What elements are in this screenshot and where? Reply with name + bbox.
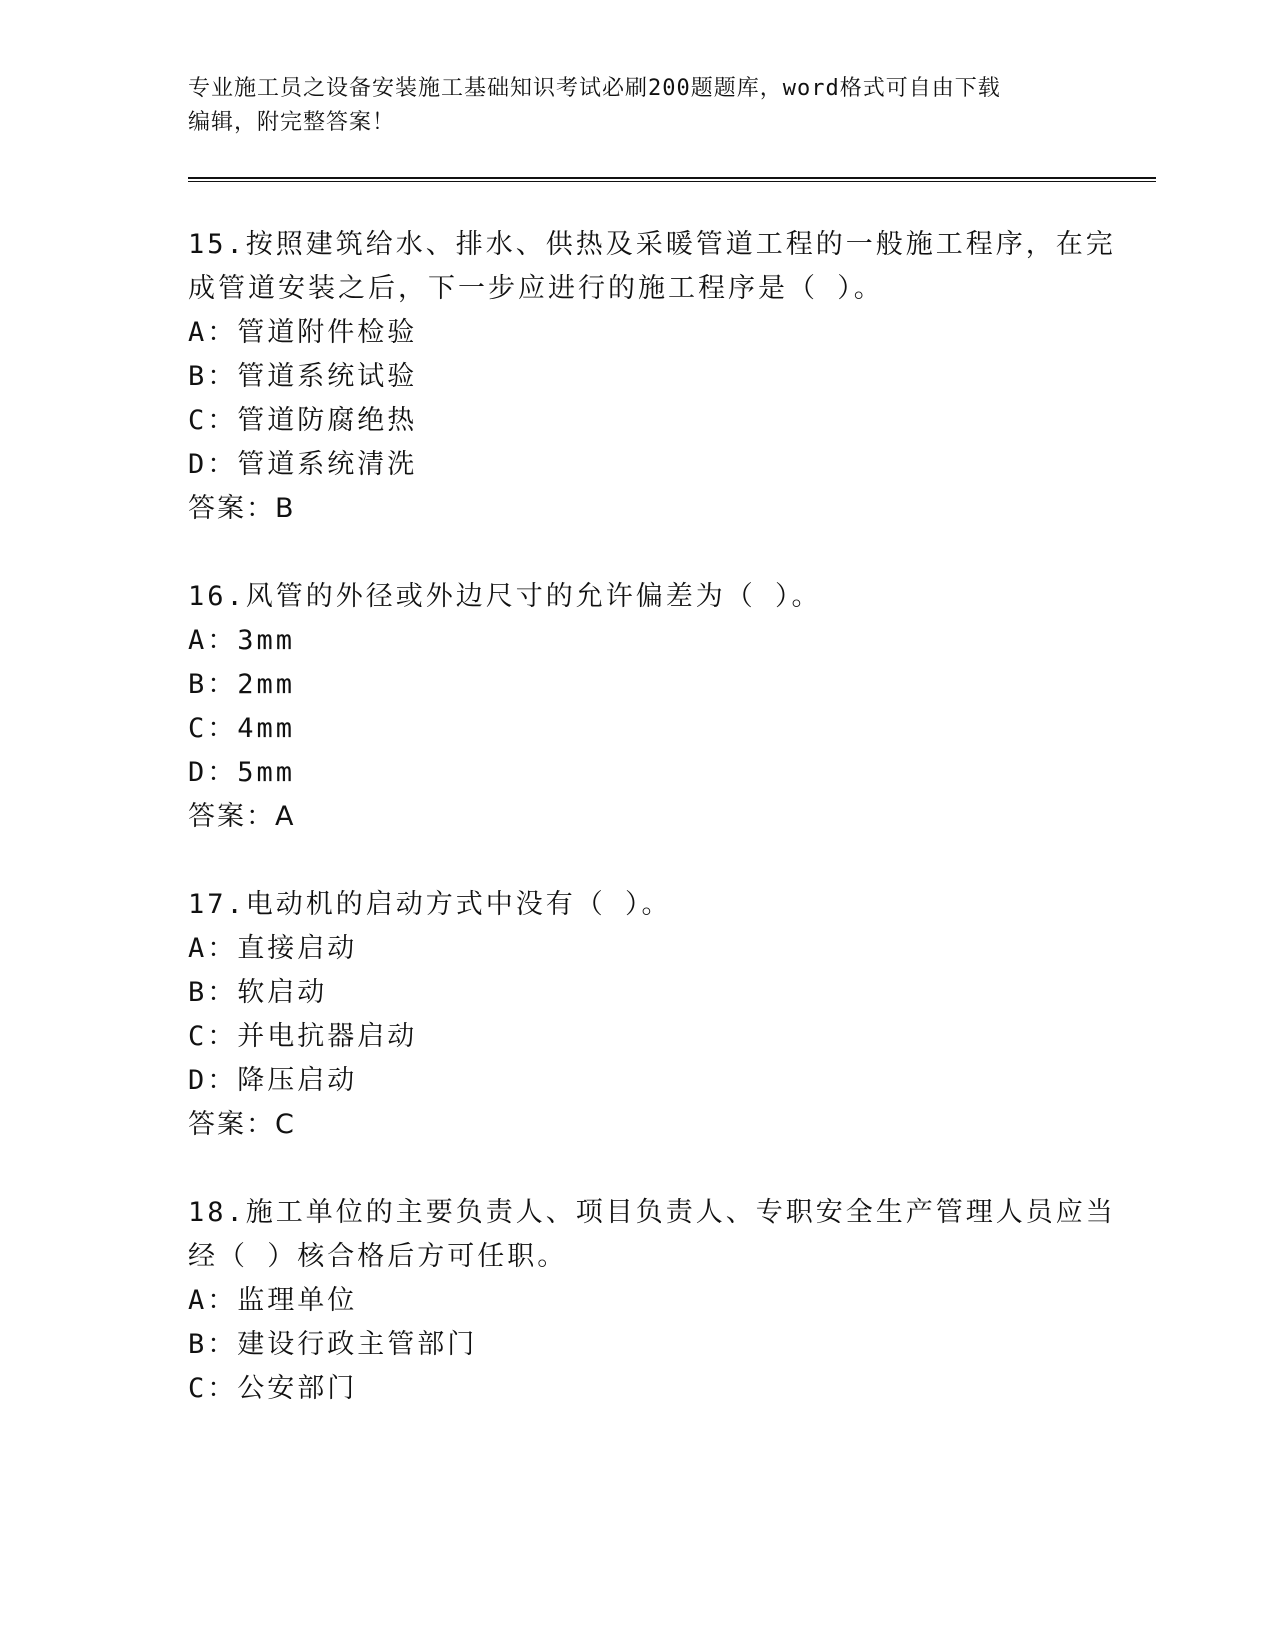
- question-17-answer: 答案：C: [188, 1109, 296, 1140]
- question-17-option-d: D：降压启动: [188, 1065, 358, 1096]
- question-17-stem-line-1: 17.电动机的启动方式中没有（ ）。: [188, 889, 672, 920]
- question-16-option-a: A：3mm: [188, 625, 296, 656]
- document-header: [188, 72, 1088, 140]
- question-15-answer: 答案：B: [188, 493, 296, 524]
- question-18-option-b: B：建设行政主管部门: [188, 1329, 478, 1360]
- question-18-option-c: C：公安部门: [188, 1373, 358, 1404]
- question-15-option-b: B：管道系统试验: [188, 361, 418, 392]
- question-18-stem-line-2: 经（ ）核合格后方可任职。: [188, 1241, 568, 1272]
- question-15-stem-line-1: 15.按照建筑给水、排水、供热及采暖管道工程的一般施工程序，在完: [188, 229, 1116, 260]
- header-divider: [188, 177, 1156, 182]
- question-17-option-a: A：直接启动: [188, 933, 358, 964]
- question-15-option-d: D：管道系统清洗: [188, 449, 418, 480]
- question-17-option-b: B：软启动: [188, 977, 328, 1008]
- question-16-option-c: C：4mm: [188, 713, 296, 744]
- question-15-option-c: C：管道防腐绝热: [188, 405, 418, 436]
- question-18-option-a: A：监理单位: [188, 1285, 358, 1316]
- question-15-stem-line-2: 成管道安装之后，下一步应进行的施工程序是（ ）。: [188, 273, 884, 304]
- question-16-answer: 答案：A: [188, 801, 296, 832]
- question-16-stem-line-1: 16.风管的外径或外边尺寸的允许偏差为（ ）。: [188, 581, 822, 612]
- question-15-option-a: A：管道附件检验: [188, 317, 418, 348]
- question-16-option-d: D：5mm: [188, 757, 296, 788]
- question-18-stem-line-1: 18.施工单位的主要负责人、项目负责人、专职安全生产管理人员应当: [188, 1197, 1116, 1228]
- question-17-option-c: C：并电抗器启动: [188, 1021, 418, 1052]
- question-16-option-b: B：2mm: [188, 669, 296, 700]
- header-line-1: 专业施工员之设备安装施工基础知识考试必刷200题题库，word格式可自由下载: [188, 76, 1001, 101]
- header-line-2: 编辑，附完整答案！: [188, 110, 396, 135]
